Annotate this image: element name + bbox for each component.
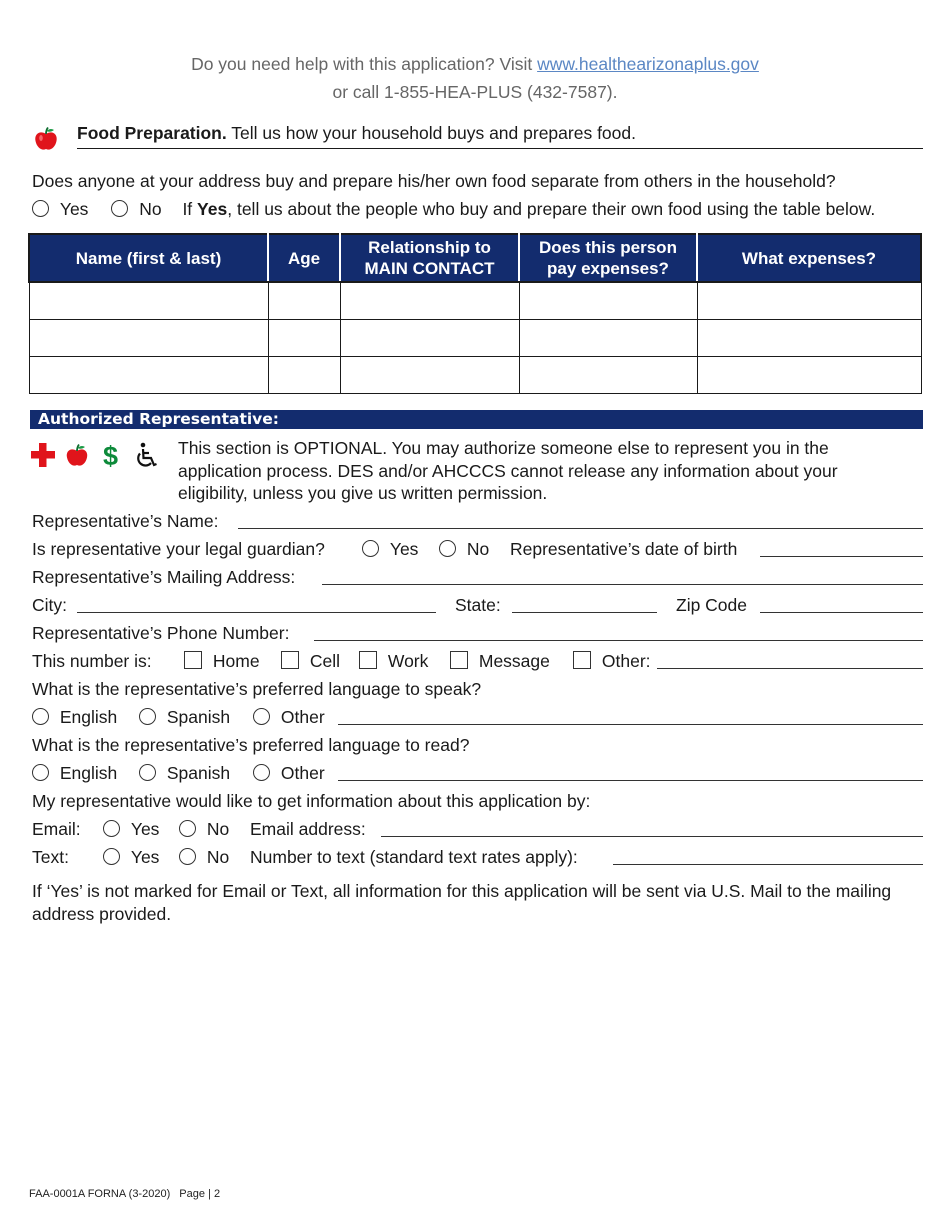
- rep-intro: This section is OPTIONAL. You may authorize someone else to represent you in the application process. DES and/or AHCCCS cannot release any information about your eligibility, unless you give us written permission.: [178, 438, 838, 503]
- dob-field[interactable]: [760, 556, 923, 557]
- footer: [29, 1188, 220, 1200]
- table-cell[interactable]: [340, 282, 519, 320]
- phone-field[interactable]: [314, 640, 923, 641]
- table-cell[interactable]: [697, 357, 921, 394]
- guardian-yes-radio[interactable]: [362, 540, 379, 557]
- text-number-label: Number to text (standard text rates apply):: [250, 847, 578, 867]
- phone-label: Representative’s Phone Number:: [32, 623, 290, 643]
- read-other-radio[interactable]: [253, 764, 270, 781]
- guardian-no-option: [439, 538, 489, 560]
- help-line: [0, 53, 950, 76]
- dollar-icon: $: [103, 441, 119, 469]
- food-table: [28, 233, 922, 394]
- email-address-field[interactable]: [381, 836, 923, 837]
- table-cell[interactable]: [340, 357, 519, 394]
- speak-other-radio[interactable]: [253, 708, 270, 725]
- speak-spanish-option: [139, 706, 230, 728]
- text-yes-label: Yes: [130, 847, 160, 867]
- email-yes-radio[interactable]: [103, 820, 120, 837]
- read-other-label: Other: [280, 763, 325, 783]
- table-cell[interactable]: [268, 357, 340, 394]
- food-yes-no-row: [32, 198, 875, 220]
- read-english-radio[interactable]: [32, 764, 49, 781]
- table-cell[interactable]: [268, 320, 340, 357]
- message-checkbox[interactable]: [450, 651, 468, 669]
- rep-name-label: Representative’s Name:: [32, 511, 219, 531]
- col-header-name: Name (first & last): [29, 234, 268, 282]
- work-label: Work: [387, 651, 429, 671]
- food-if-text: If: [182, 199, 193, 219]
- table-cell[interactable]: [697, 320, 921, 357]
- food-no-label: No: [139, 199, 162, 219]
- mailing-label: Representative’s Mailing Address:: [32, 567, 296, 587]
- text-yes-radio[interactable]: [103, 848, 120, 865]
- table-cell[interactable]: [519, 282, 697, 320]
- email-label: Email:: [32, 819, 81, 839]
- wheelchair-icon: [138, 443, 156, 466]
- speak-other-field[interactable]: [338, 724, 923, 725]
- city-label: City:: [32, 595, 67, 615]
- cell-label: Cell: [309, 651, 341, 671]
- speak-english-option: [32, 706, 117, 728]
- other-label: Other:: [601, 651, 651, 671]
- table-cell[interactable]: [340, 320, 519, 357]
- email-yes-label: Yes: [130, 819, 160, 839]
- food-yes-label: Yes: [59, 199, 89, 219]
- guardian-yes-option: [362, 538, 418, 560]
- other-checkbox[interactable]: [573, 651, 591, 669]
- speak-spanish-label: Spanish: [166, 707, 231, 727]
- city-field[interactable]: [77, 612, 436, 613]
- food-title: Food Preparation.: [77, 123, 227, 143]
- text-yes-option: [103, 846, 159, 868]
- guardian-question: Is representative your legal guardian?: [32, 539, 325, 559]
- food-no-radio[interactable]: [111, 200, 128, 217]
- food-question: Does anyone at your address buy and prepare his/her own food separate from others in the household?: [32, 171, 836, 191]
- speak-english-label: English: [59, 707, 118, 727]
- dob-label: Representative’s date of birth: [510, 539, 738, 559]
- table-cell[interactable]: [29, 357, 268, 394]
- email-yes-option: [103, 818, 159, 840]
- text-no-option: [179, 846, 229, 868]
- speak-other-label: Other: [280, 707, 325, 727]
- text-number-field[interactable]: [613, 864, 923, 865]
- rep-name-field[interactable]: [238, 528, 923, 529]
- col-header-age: Age: [268, 234, 340, 282]
- help-call: or call 1-855-HEA-PLUS (432-7587).: [332, 82, 618, 102]
- table-row: [29, 357, 921, 394]
- table-cell[interactable]: [268, 282, 340, 320]
- phone-type-cell: [281, 650, 340, 672]
- email-no-label: No: [206, 819, 230, 839]
- food-yes-radio[interactable]: [32, 200, 49, 217]
- email-no-radio[interactable]: [179, 820, 196, 837]
- table-cell[interactable]: [519, 320, 697, 357]
- phone-type-home: [184, 650, 260, 672]
- read-english-option: [32, 762, 117, 784]
- medical-cross-icon: [31, 443, 55, 467]
- read-other-option: [253, 762, 325, 784]
- table-cell[interactable]: [29, 320, 268, 357]
- speak-other-option: [253, 706, 325, 728]
- read-spanish-option: [139, 762, 230, 784]
- zip-label: Zip Code: [676, 595, 748, 615]
- read-other-field[interactable]: [338, 780, 923, 781]
- speak-question: What is the representative’s preferred language to speak?: [32, 679, 482, 699]
- email-no-option: [179, 818, 229, 840]
- state-label: State:: [455, 595, 501, 615]
- mailing-field[interactable]: [322, 584, 923, 585]
- phone-type-message: [450, 650, 550, 672]
- col-header-pays: Does this person pay expenses?: [519, 234, 697, 282]
- home-label: Home: [212, 651, 260, 671]
- rep-section-bar: Authorized Representative:: [30, 410, 923, 429]
- text-no-label: No: [206, 847, 230, 867]
- page-number: Page | 2: [179, 1188, 221, 1200]
- apple-icon: [33, 126, 59, 157]
- phone-type-other: [573, 650, 651, 672]
- mail-note: If ‘Yes’ is not marked for Email or Text, all information for this application will be sent via U.S. Mail to the mailing address provided.: [32, 881, 892, 924]
- help-text: Do you need help with this application? Visit: [191, 54, 533, 74]
- number-is-label: This number is:: [32, 651, 152, 671]
- table-row: [29, 282, 921, 320]
- other-phone-field[interactable]: [657, 668, 923, 669]
- email-address-label: Email address:: [250, 819, 366, 839]
- read-question: What is the representative’s preferred language to read?: [32, 735, 470, 755]
- food-subtitle: Tell us how your household buys and prepares food.: [231, 123, 636, 143]
- state-field[interactable]: [512, 612, 657, 613]
- read-english-label: English: [59, 763, 118, 783]
- contact-question: My representative would like to get information about this application by:: [32, 791, 591, 811]
- text-no-radio[interactable]: [179, 848, 196, 865]
- table-cell[interactable]: [697, 282, 921, 320]
- table-row: [29, 320, 921, 357]
- zip-field[interactable]: [760, 612, 923, 613]
- food-heading-rule: [77, 148, 923, 149]
- home-checkbox[interactable]: [184, 651, 202, 669]
- work-checkbox[interactable]: [359, 651, 377, 669]
- col-header-relationship: Relationship to MAIN CONTACT: [340, 234, 519, 282]
- read-spanish-label: Spanish: [166, 763, 231, 783]
- guardian-no-radio[interactable]: [439, 540, 456, 557]
- guardian-yes-label: Yes: [389, 539, 419, 559]
- food-if-rest: , tell us about the people who buy and prepare their own food using the table below.: [227, 199, 876, 219]
- col-header-expenses: What expenses?: [697, 234, 921, 282]
- read-spanish-radio[interactable]: [139, 764, 156, 781]
- speak-spanish-radio[interactable]: [139, 708, 156, 725]
- food-if-bold: Yes: [197, 199, 228, 219]
- text-label: Text:: [32, 847, 69, 867]
- cell-checkbox[interactable]: [281, 651, 299, 669]
- section-icons: [30, 441, 165, 474]
- apple-icon: [67, 445, 87, 466]
- speak-english-radio[interactable]: [32, 708, 49, 725]
- message-label: Message: [478, 651, 550, 671]
- help-link[interactable]: www.healthearizonaplus.gov: [537, 54, 759, 74]
- phone-type-work: [359, 650, 428, 672]
- table-header-row: [29, 234, 921, 282]
- guardian-no-label: No: [466, 539, 490, 559]
- form-id: FAA-0001A FORNA (3-2020): [29, 1188, 171, 1200]
- food-heading: [77, 122, 636, 144]
- table-cell[interactable]: [29, 282, 268, 320]
- table-cell[interactable]: [519, 357, 697, 394]
